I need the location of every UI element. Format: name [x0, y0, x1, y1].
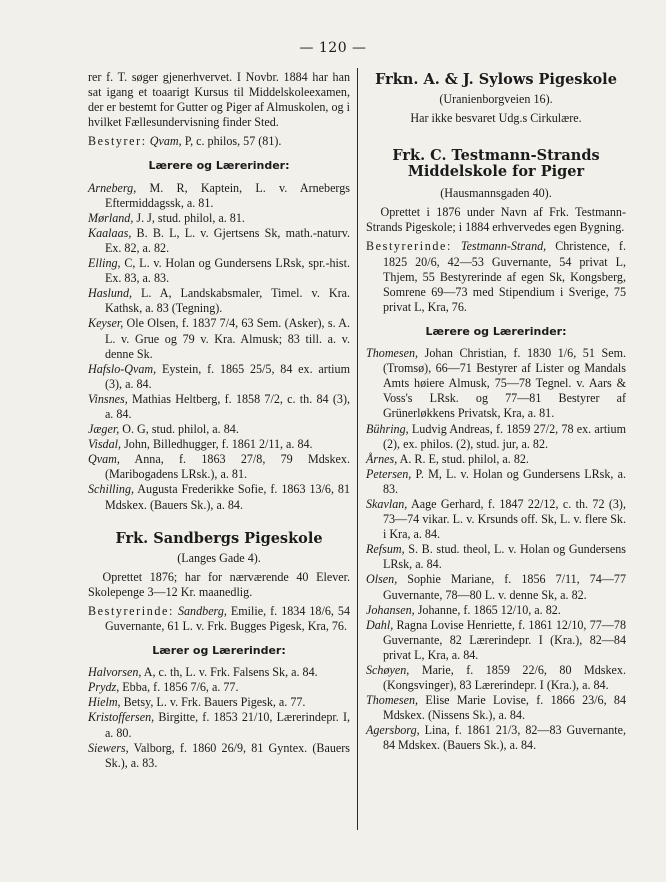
teacher-entry	[88, 181, 350, 211]
school-title: Frk. Sandbergs Pigeskole	[115, 529, 323, 547]
school-title: Frkn. A. & J. Sylows Pigeskole	[375, 71, 617, 88]
bestyrerinde-line	[366, 239, 626, 314]
teacher-name: Thomesen,	[366, 346, 419, 361]
school-address: (Uranienborgveien 16).	[439, 92, 553, 106]
teacher-details: Mathias Heltberg, f. 1858 7/2, c. th. 84 (3), a. 84.	[104, 391, 350, 421]
teacher-details: Ludvig Andreas, f. 1859 27/2, 78 ex. artium (2), ex. philos. (2), stud. jur, a. 82.	[382, 421, 626, 451]
teacher-entry	[88, 710, 350, 740]
teacher-details: S. B. stud. theol, L. v. Holan og Gundersens LRsk, a. 84.	[382, 542, 626, 572]
teacher-details: Aage Gerhard, f. 1847 22/12, c. th. 72 (3), 73—74 vikar. L. v. Krsunds off. Sk, L. v. flere Sk. i Kra, a. 84.	[382, 496, 626, 542]
teacher-details: B. B. L, L. v. Gjertsens Sk, math.-naturv. Ex. 82, a. 82.	[104, 225, 350, 255]
teacher-name: Qvam,	[88, 452, 120, 467]
teacher-details: Marie, f. 1859 22/6, 80 Mdskex. (Kongsvinger), 83 Lærerindepr. I (Kra.), a. 84.	[382, 663, 626, 693]
bestyrerinde-name: Testmann-Strand,	[460, 239, 547, 254]
teacher-details: Betsy, L. v. Frk. Bauers Pigesk, a. 77.	[120, 695, 306, 710]
teacher-details: Ole Olsen, f. 1837 7/4, 63 Sem. (Asker), s. A. L. v. Grue og 79 v. Kra. Almusk; 83 till. a. v. denne Sk.	[104, 316, 350, 361]
column-divider	[357, 68, 358, 830]
teacher-entry	[366, 618, 626, 663]
teacher-name: Kaalaas,	[88, 225, 132, 240]
teacher-name: Schøyen,	[366, 663, 410, 677]
bestyrerinde-name: Sandberg,	[177, 603, 227, 618]
teacher-entry	[88, 226, 350, 256]
teacher-name: Schilling,	[88, 482, 135, 497]
teacher-entry	[88, 392, 350, 422]
teacher-details: Birgitte, f. 1853 21/10, Lærerindepr. I, a. 80.	[104, 710, 350, 740]
teacher-entry	[366, 346, 626, 421]
teacher-entry	[88, 665, 350, 680]
teacher-details: Sophie Mariane, f. 1856 7/11, 74—77 Guvernante, 78—80 L. v. denne Sk, a. 82.	[382, 572, 626, 602]
teacher-details: O. G, stud. philol, a. 84.	[119, 422, 239, 437]
teacher-name: Haslund,	[88, 286, 133, 301]
teacher-name: Prydz,	[88, 680, 120, 695]
teacher-list	[366, 346, 626, 754]
school-address: (Langes Gade 4).	[177, 550, 261, 565]
bestyrerinde-line	[88, 604, 350, 634]
teacher-entry	[366, 542, 626, 572]
teacher-name: Siewers,	[88, 740, 129, 755]
teacher-name: Thomesen,	[366, 693, 419, 708]
teacher-details: Ebba, f. 1856 7/6, a. 77.	[119, 680, 239, 695]
teacher-entry	[88, 362, 350, 392]
teacher-entry	[88, 211, 350, 226]
teacher-details: P. M, L. v. Holan og Gundersens LRsk, a. 83.	[382, 466, 626, 496]
teacher-details: A. R. E, stud. philol, a. 82.	[397, 451, 529, 466]
teachers-heading: Lærere og Lærerinder:	[425, 324, 567, 338]
teacher-name: Mørland,	[88, 210, 134, 225]
teachers-heading: Lærere og Lærerinder:	[148, 159, 290, 173]
teacher-details: Anna, f. 1863 27/8, 79 Mdskex. (Maribogadens LRsk.), a. 81.	[104, 452, 350, 482]
teacher-name: Skavlan,	[366, 496, 408, 511]
teacher-details: Lina, f. 1861 21/3, 82—83 Guvernante, 84 Mdskex. (Bauers Sk.), a. 84.	[382, 723, 626, 753]
teacher-name: Arneberg,	[88, 180, 137, 195]
teacher-entry	[366, 467, 626, 497]
bestyrerinde-label: Bestyrerinde:	[366, 239, 452, 254]
school-address: (Hausmannsgaden 40).	[440, 186, 552, 201]
right-column	[366, 70, 626, 754]
teacher-name: Petersen,	[366, 466, 412, 481]
teacher-details: Elise Marie Lovise, f. 1866 23/6, 84 Mdskex. (Nissens Sk.), a. 84.	[382, 693, 626, 723]
teacher-entry	[88, 680, 350, 695]
teacher-name: Olsen,	[366, 572, 398, 587]
teacher-entry	[366, 572, 626, 602]
teacher-entry	[366, 422, 626, 452]
teacher-name: Agersborg,	[366, 723, 420, 738]
teacher-entry	[366, 603, 626, 618]
teacher-details: Johanne, f. 1865 12/10, a. 82.	[414, 602, 561, 617]
teacher-entry	[366, 663, 626, 693]
teacher-name: Bühring,	[366, 421, 409, 436]
bestyrerinde-text: Emilie, f. 1834 18/6, 54 Guvernante, 61 L. v. Frk. Bugges Pigesk, Kra, 76.	[104, 603, 350, 633]
teacher-details: J. J, stud. philol, a. 81.	[133, 210, 245, 225]
teacher-entry	[366, 497, 626, 542]
teacher-list	[88, 181, 350, 513]
teacher-list	[88, 665, 350, 771]
bestyrer-label: Bestyrer:	[88, 134, 147, 149]
teacher-name: Dahl,	[366, 617, 394, 632]
left-column	[88, 70, 350, 771]
teacher-details: John, Billedhugger, f. 1861 2/11, a. 84.	[121, 437, 313, 452]
teacher-name: Refsum,	[366, 542, 405, 557]
school-note: Har ikke besvaret Udg.s Cirkulære.	[410, 111, 582, 126]
teacher-name: Hafslo-Qvam,	[88, 361, 157, 376]
teacher-entry	[88, 286, 350, 316]
teacher-entry	[88, 437, 350, 452]
bestyrerinde-text: Christence, f. 1825 20/6, 42—53 Guvernante, 54 privat L, Thjem, 55 Bestyrerinde af egen Sk, Kongsberg, Somrene 69—73 med Stipendium i Sverige, 75 privat L, Kra, 76.	[382, 239, 626, 314]
page-number: — 120 —	[299, 40, 367, 56]
bestyrer-name: Qvam,	[149, 134, 182, 149]
teacher-name: Elling,	[88, 256, 121, 271]
teacher-entry	[88, 256, 350, 286]
teacher-entry	[366, 452, 626, 467]
teacher-entry	[88, 695, 350, 710]
bestyrer-text: P, c. philos, 57 (81).	[181, 134, 282, 149]
teacher-name: Hielm,	[88, 695, 121, 710]
school-intro: Oprettet i 1876 under Navn af Frk. Testmann-Strands Pigeskole; i 1884 erhvervedes egen Bygning.	[366, 205, 626, 235]
teacher-name: Årnes,	[366, 451, 398, 466]
teacher-name: Johansen,	[366, 602, 415, 617]
teacher-details: L. A, Landskabsmaler, Timel. v. Kra. Kathsk, a. 83 (Tegning).	[104, 286, 350, 316]
continuation-paragraph: rer f. T. søger gjenerhvervet. I Novbr. 1884 har han sat igang et toaarigt Kursus til Middelskoleexamen, der er bestemt for Gutter og Piger af Almuskolen, og i hvilket Fællesundervisning finder Sted.	[88, 70, 350, 130]
teacher-details: Johan Christian, f. 1830 1/6, 51 Sem. (Tromsø), 66—71 Bestyrer af Lister og Mandals Amts høiere Almusk, 75—78 Tegnel. v. Aars & Voss's LRsk. og 77—81 Bestyrer af Grünerløkkens Privatsk, Kra, a. 81.	[382, 346, 626, 421]
school-title: Frk. C. Testmann-Strands Middelskole for Piger	[392, 147, 600, 181]
teacher-entry	[366, 693, 626, 723]
teacher-entry	[366, 723, 626, 753]
teacher-name: Visdal,	[88, 437, 122, 452]
teacher-details: A, c. th, L. v. Frk. Falsens Sk, a. 84.	[141, 665, 318, 680]
teacher-entry	[88, 316, 350, 361]
teacher-entry	[88, 422, 350, 437]
bestyrer-line	[88, 134, 350, 149]
teacher-details: Valborg, f. 1860 26/9, 81 Gyntex. (Bauers Sk.), a. 83.	[104, 740, 350, 770]
teacher-details: Ragna Lovise Henriette, f. 1861 12/10, 77—78 Guvernante, 82 Lærerindepr. I (Kra.), 82—84 privat L, Kra, a. 84.	[382, 617, 626, 662]
teacher-entry	[88, 482, 350, 512]
teacher-details: C, L. v. Holan og Gundersens LRsk, spr.-hist. Ex. 83, a. 83.	[104, 256, 350, 286]
teacher-details: Augusta Frederikke Sofie, f. 1863 13/6, 81 Mdskex. (Bauers Sk.), a. 84.	[104, 482, 350, 512]
teacher-name: Jæger,	[88, 422, 120, 437]
teacher-details: Eystein, f. 1865 25/5, 84 ex. artium (3), a. 84.	[104, 361, 350, 391]
teacher-name: Kristoffersen,	[88, 710, 155, 725]
teacher-details: M. R, Kaptein, L. v. Arnebergs Eftermiddagssk, a. 81.	[104, 180, 350, 210]
school-intro: Oprettet 1876; har for nærværende 40 Elever. Skolepenge 3—12 Kr. maanedlig.	[88, 569, 350, 599]
teacher-entry	[88, 452, 350, 482]
teacher-entry	[88, 741, 350, 771]
teacher-name: Vinsnes,	[88, 391, 128, 406]
teacher-name: Keyser,	[88, 316, 124, 331]
bestyrerinde-label: Bestyrerinde:	[88, 603, 174, 618]
teachers-heading: Lærer og Lærerinder:	[152, 644, 286, 658]
teacher-name: Halvorsen,	[88, 665, 142, 680]
